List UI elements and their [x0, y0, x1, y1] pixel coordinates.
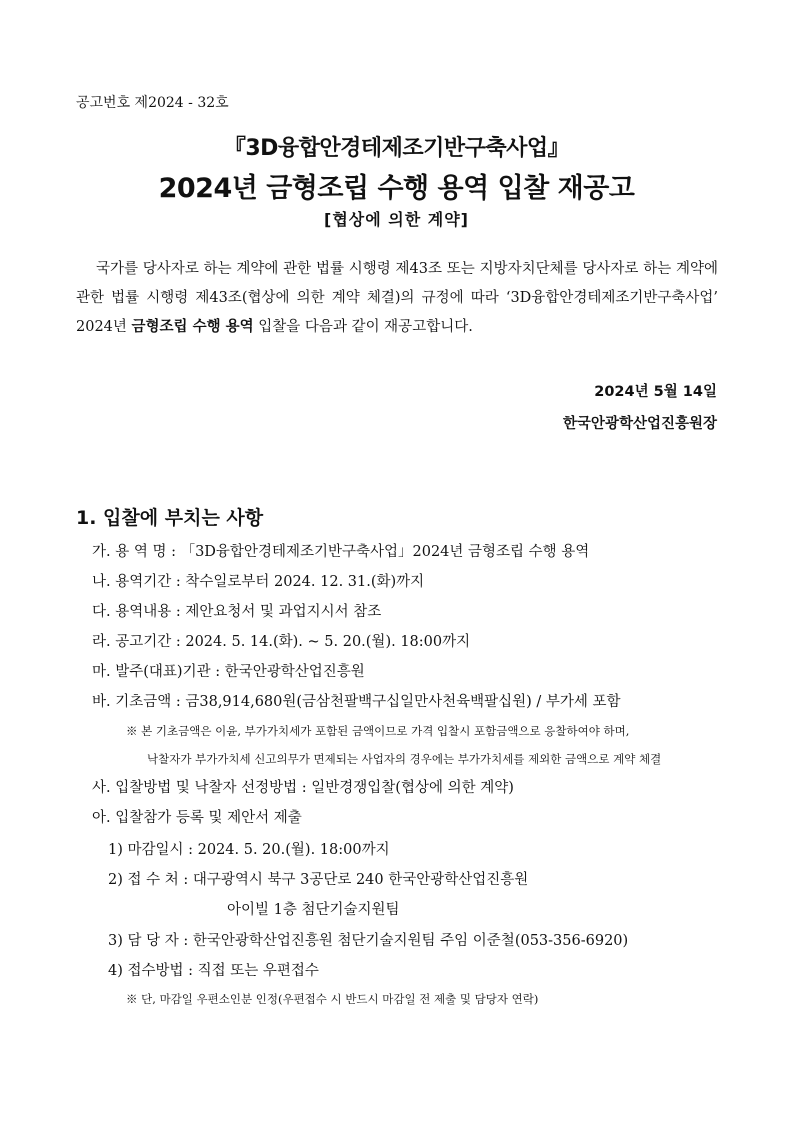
intro-text-2: 입찰을 다음과 같이 재공고합니다. — [253, 319, 473, 335]
sub-contact-person: 3) 담 당 자 : 한국안광학산업진흥원 첨단기술지원팀 주임 이준철(053-356-6920) — [108, 933, 629, 949]
intro-paragraph — [76, 255, 718, 342]
notice-date: 2024년 5월 14일 — [594, 384, 717, 400]
section-1-title: 1. 입찰에 부치는 사항 — [76, 507, 264, 529]
item-ordering-agency: 마. 발주(대표)기관 : 한국안광학산업진흥원 — [92, 664, 365, 680]
base-amount-note-line1: ※ 본 기초금액은 이윤, 부가가치세가 포함된 금액이므로 가격 입찰시 포함금액으로 응찰하여야 하며, — [126, 724, 630, 738]
item-service-period: 나. 용역기간 : 착수일로부터 2024. 12. 31.(화)까지 — [92, 574, 425, 590]
item-registration: 아. 입찰참가 등록 및 제안서 제출 — [92, 810, 302, 826]
item-base-amount: 바. 기초금액 : 금38,914,680원(금삼천팔백구십일만사천육백팔십원) / 부가세 포함 — [92, 694, 621, 710]
intro-text-1: 국가를 당사자로 하는 계약에 관한 법률 시행령 제43조 또는 지방자치단체를 당사자로 하는 계약에 관한 법률 시행령 제43조(협상에 의한 계약 체결)의 규정에 따라 ‘3D융합안경테제조기반구축사업’ 2024년 — [76, 261, 718, 335]
item-service-name: 가. 용 역 명 : 「3D융합안경테제조기반구축사업」2024년 금형조립 수행 용역 — [92, 544, 590, 560]
item-notice-period: 라. 공고기간 : 2024. 5. 14.(화). ~ 5. 20.(월). 18:00까지 — [92, 634, 471, 650]
sub-deadline: 1) 마감일시 : 2024. 5. 20.(월). 18:00까지 — [108, 842, 390, 858]
item-service-content: 다. 용역내용 : 제안요청서 및 과업지시서 참조 — [92, 604, 382, 620]
intro-text-bold: 금형조립 수행 용역 — [131, 319, 254, 335]
item-bidding-method: 사. 입찰방법 및 낙찰자 선정방법 : 일반경쟁입찰(협상에 의한 계약) — [92, 780, 514, 796]
document-title-project: 『3D융합안경테제조기반구축사업』 — [223, 136, 570, 161]
issuer-name: 한국안광학산업진흥원장 — [562, 416, 717, 432]
postal-note: ※ 단, 마감일 우편소인분 인정(우편접수 시 반드시 마감일 전 제출 및 담당자 연락) — [126, 992, 539, 1006]
document-title-main: 2024년 금형조립 수행 용역 입찰 재공고 — [158, 173, 635, 204]
notice-number: 공고번호 제2024 - 32호 — [76, 95, 229, 111]
base-amount-note-line2: 낙찰자가 부가가치세 신고의무가 면제되는 사업자의 경우에는 부가가치세를 제외한 금액으로 계약 체결 — [147, 752, 662, 766]
sub-reception-address-line2: 아이빌 1층 첨단기술지원팀 — [227, 902, 400, 918]
document-title-contract-type: [협상에 의한 계약] — [324, 210, 469, 229]
sub-submission-method: 4) 접수방법 : 직접 또는 우편접수 — [108, 963, 319, 979]
sub-reception-address: 2) 접 수 처 : 대구광역시 북구 3공단로 240 한국안광학산업진흥원 — [108, 872, 529, 888]
